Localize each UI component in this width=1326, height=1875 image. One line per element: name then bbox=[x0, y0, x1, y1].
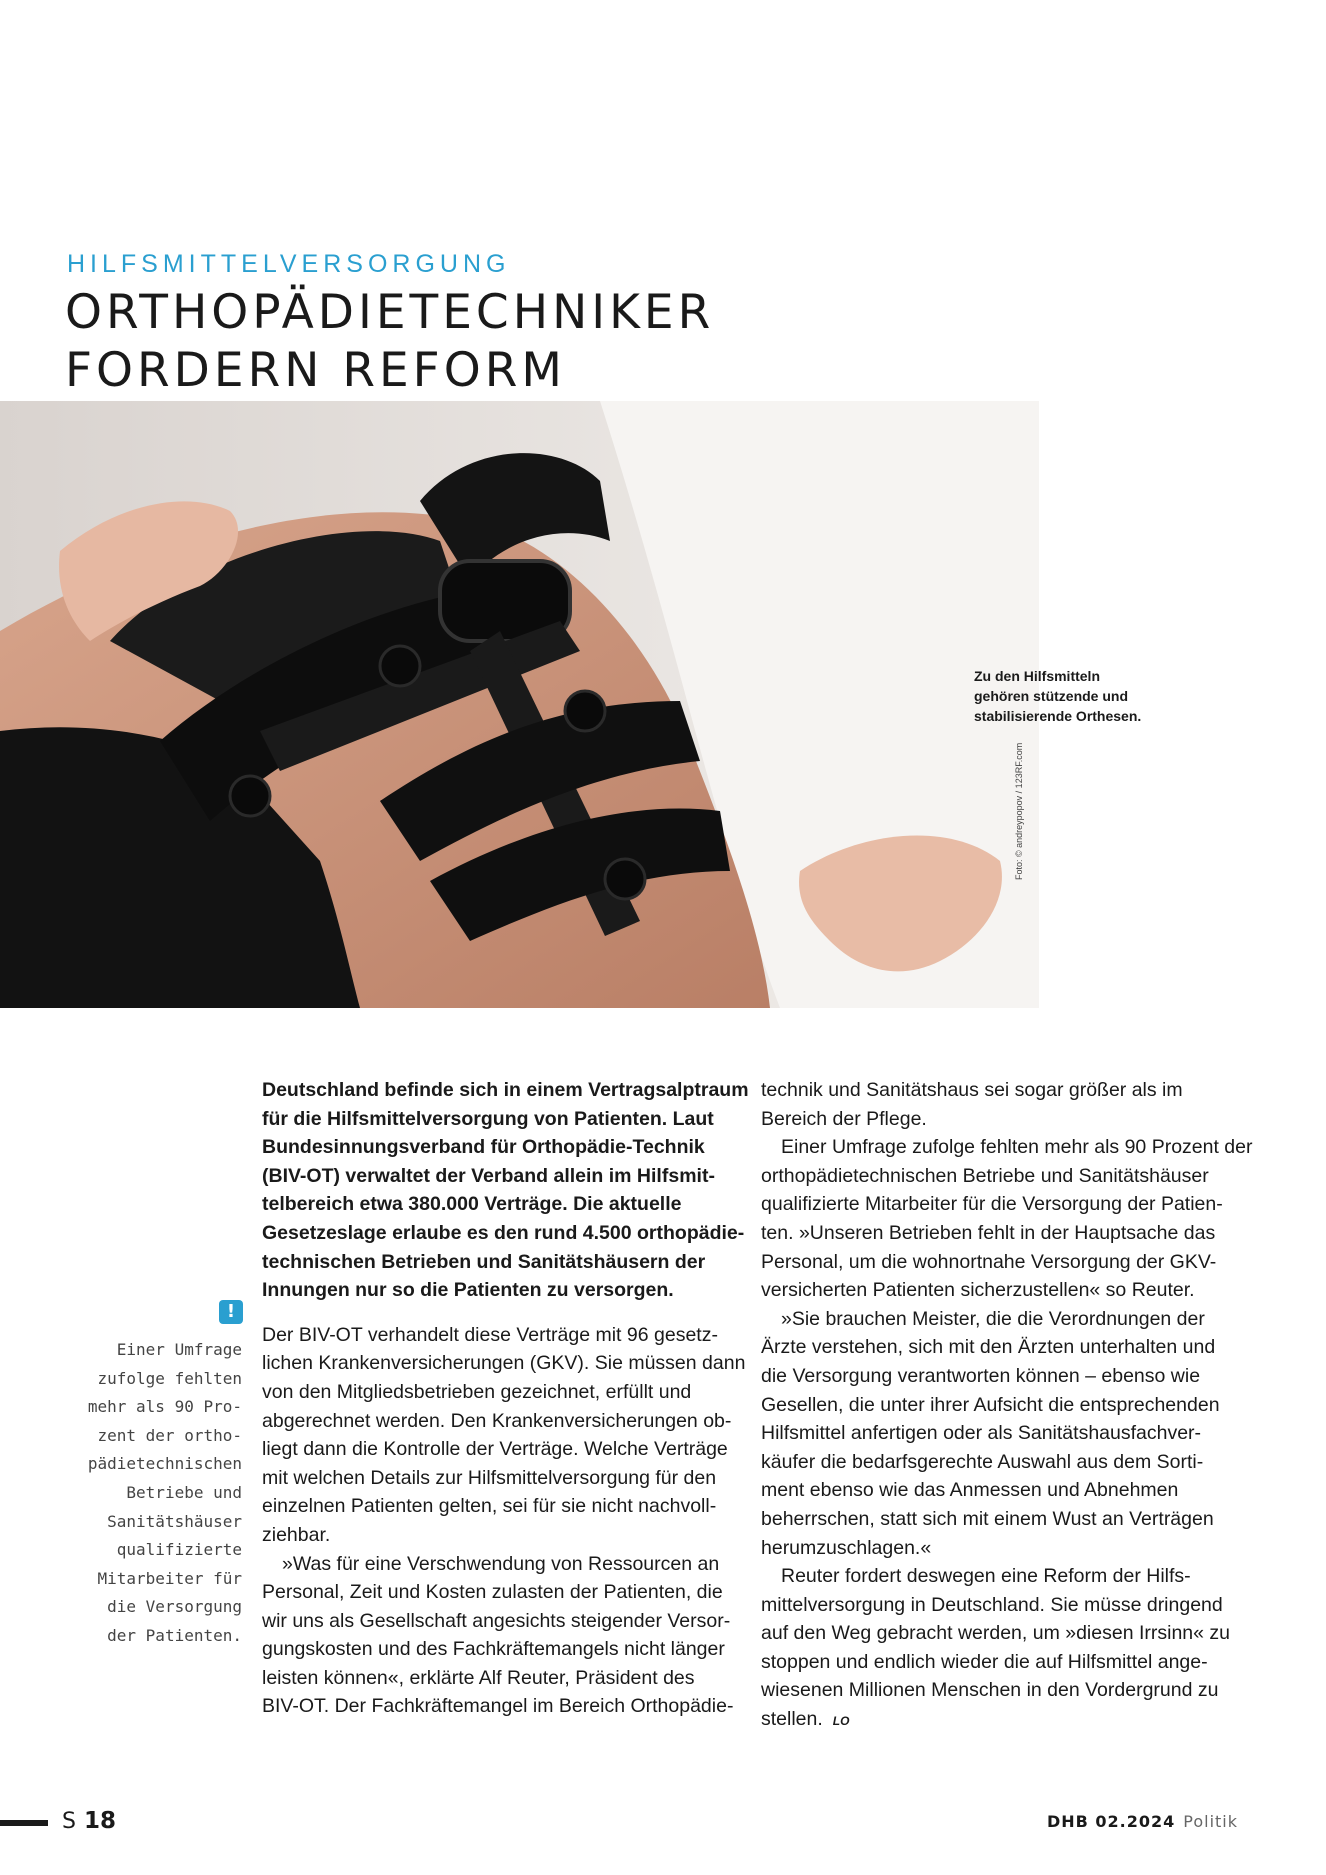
body-paragraph bbox=[761, 1076, 1251, 1133]
body-line: Ärzte verstehen, sich mit den Ärzten unterhalten und bbox=[761, 1336, 1216, 1359]
body-line: Hilfsmittel anfertigen oder als Sanitätshausfachver- bbox=[761, 1422, 1202, 1445]
page-number-value: 18 bbox=[83, 1808, 116, 1834]
caption-line: stabilisierende Orthesen. bbox=[974, 708, 1142, 724]
body-line: BIV-OT. Der Fachkräftemangel im Bereich Orthopädie- bbox=[262, 1695, 734, 1718]
body-line: liegt dann die Kontrolle der Verträge. Welche Verträge bbox=[262, 1438, 728, 1461]
image-caption bbox=[974, 666, 1144, 726]
lead-paragraph bbox=[262, 1076, 752, 1305]
sidebar-line: Mitarbeiter für bbox=[97, 1568, 242, 1588]
article-title bbox=[65, 284, 714, 400]
article-kicker: HILFSMITTELVERSORGUNG bbox=[67, 250, 511, 278]
page-prefix: S bbox=[62, 1809, 76, 1834]
footer-rule bbox=[0, 1820, 48, 1826]
sidebar-line: mehr als 90 Pro- bbox=[87, 1397, 242, 1417]
body-line: Personal, Zeit und Kosten zulasten der Patienten, die bbox=[262, 1581, 723, 1604]
body-line: »Was für eine Verschwendung von Ressourcen an bbox=[282, 1552, 720, 1575]
body-line: »Sie brauchen Meister, die die Verordnungen der bbox=[781, 1307, 1205, 1330]
lead-line: (BIV-OT) verwaltet der Verband allein im Hilfsmit- bbox=[262, 1164, 715, 1187]
sidebar-line: pädietechnischen bbox=[87, 1454, 242, 1474]
caption-line: Zu den Hilfsmitteln bbox=[974, 668, 1100, 684]
sidebar-line: qualifizierte bbox=[116, 1540, 242, 1560]
lead-line: Innungen nur so die Patienten zu versorgen. bbox=[262, 1279, 674, 1302]
body-line: mit welchen Details zur Hilfsmittelversorgung für den bbox=[262, 1466, 717, 1489]
body-line: orthopädietechnischen Betriebe und Sanitätshäuser bbox=[761, 1164, 1209, 1187]
magazine-issue: DHB 02.2024 bbox=[1046, 1812, 1176, 1831]
body-line: wiesenen Millionen Menschen in den Vordergrund zu bbox=[761, 1679, 1219, 1702]
body-line: wir uns als Gesellschaft angesichts steigender Versor- bbox=[262, 1609, 731, 1632]
body-line: gungskosten und des Fachkräftemangels nicht länger bbox=[262, 1638, 725, 1661]
body-line: die Versorgung verantworten können – ebenso wie bbox=[761, 1364, 1201, 1387]
body-line: einzelnen Patienten gelten, sei für sie nicht nachvoll- bbox=[262, 1495, 717, 1518]
body-line: Gesellen, die unter ihrer Aufsicht die entsprechenden bbox=[761, 1393, 1220, 1416]
body-line: Bereich der Pflege. bbox=[761, 1107, 927, 1130]
photo-illustration bbox=[0, 401, 1039, 1008]
body-line: mittelversorgung in Deutschland. Sie müsse dringend bbox=[761, 1593, 1223, 1616]
lead-line: Deutschland befinde sich in einem Vertragsalptraum bbox=[262, 1079, 749, 1101]
body-line: Einer Umfrage zufolge fehlten mehr als 90 Prozent der bbox=[781, 1136, 1253, 1159]
body-line: ziehbar. bbox=[262, 1523, 331, 1546]
sidebar-line: Einer Umfrage bbox=[116, 1340, 242, 1359]
body-line: käufer die bedarfsgerechte Auswahl aus dem Sorti- bbox=[761, 1450, 1204, 1473]
body-line: beherrschen, statt sich mit einem Wust an Verträgen bbox=[761, 1507, 1214, 1530]
body-line: stellen. bbox=[761, 1708, 823, 1731]
sidebar-line: zufolge fehlten bbox=[97, 1368, 242, 1388]
body-line: lichen Krankenversicherungen (GKV). Sie müssen dann bbox=[262, 1352, 746, 1375]
sidebar-line: Sanitätshäuser bbox=[107, 1511, 242, 1531]
title-line: ORTHOPÄDIETECHNIKER bbox=[65, 285, 715, 340]
sidebar-line: der Patienten. bbox=[107, 1625, 242, 1645]
lead-line: Gesetzeslage erlaube es den rund 4.500 orthopädie- bbox=[262, 1221, 745, 1244]
body-line: auf den Weg gebracht werden, um »diesen Irrsinn« zu bbox=[761, 1622, 1230, 1645]
body-paragraph bbox=[761, 1562, 1251, 1736]
caption-line: gehören stützende und bbox=[974, 688, 1128, 704]
sidebar-line: Betriebe und bbox=[126, 1482, 242, 1502]
body-paragraph bbox=[262, 1321, 752, 1550]
body-line: stoppen und endlich wieder die auf Hilfsmittel ange- bbox=[761, 1650, 1208, 1673]
page-number bbox=[62, 1808, 116, 1834]
sidebar-line: zent der ortho- bbox=[97, 1425, 242, 1445]
sidebar-line: die Versorgung bbox=[107, 1597, 242, 1617]
last-line bbox=[761, 1705, 1251, 1736]
author-signature: LO bbox=[832, 1714, 850, 1729]
body-line: qualifizierte Mitarbeiter für die Versorgung der Patien- bbox=[761, 1193, 1223, 1216]
body-line: versicherten Patienten sicherzustellen« so Reuter. bbox=[761, 1279, 1195, 1302]
body-line: abgerechnet werden. Den Krankenversicherungen ob- bbox=[262, 1409, 732, 1432]
body-line: herumzuschlagen.« bbox=[761, 1536, 932, 1559]
body-line: ten. »Unseren Betrieben fehlt in der Hauptsache das bbox=[761, 1221, 1216, 1244]
body-paragraph bbox=[761, 1305, 1251, 1562]
body-line: von den Mitgliedsbetrieben gezeichnet, erfüllt und bbox=[262, 1380, 692, 1403]
photo-credit: Foto: © andreypopov / 123RF.com bbox=[1014, 742, 1024, 880]
article-column-1 bbox=[262, 1076, 752, 1721]
lead-line: Bundesinnungsverband für Orthopädie-Technik bbox=[262, 1136, 705, 1159]
title-line: FORDERN REFORM bbox=[65, 343, 566, 398]
body-paragraph bbox=[761, 1133, 1251, 1305]
knee-brace-photo bbox=[0, 401, 1039, 1008]
body-line: ment ebenso wie das Anmessen und Abnehmen bbox=[761, 1479, 1179, 1502]
body-line: leisten können«, erklärte Alf Reuter, Präsident des bbox=[262, 1666, 695, 1689]
article-column-2 bbox=[761, 1076, 1251, 1736]
body-line: Der BIV-OT verhandelt diese Verträge mit 96 gesetz- bbox=[262, 1323, 718, 1346]
footer-issue bbox=[1047, 1812, 1238, 1831]
body-line: technik und Sanitätshaus sei sogar größer als im bbox=[761, 1079, 1183, 1101]
lead-line: telbereich etwa 380.000 Verträge. Die aktuelle bbox=[262, 1193, 682, 1216]
exclamation-icon: ! bbox=[219, 1300, 243, 1324]
body-line: Reuter fordert deswegen eine Reform der Hilfs- bbox=[781, 1565, 1191, 1588]
sidebar-note bbox=[60, 1336, 242, 1651]
lead-line: für die Hilfsmittelversorgung von Patienten. Laut bbox=[262, 1107, 714, 1130]
body-line: Personal, um die wohnortnahe Versorgung der GKV- bbox=[761, 1250, 1217, 1273]
body-paragraph bbox=[262, 1550, 752, 1722]
lead-line: technischen Betrieben und Sanitätshäusern der bbox=[262, 1250, 706, 1273]
section-name: Politik bbox=[1183, 1812, 1238, 1831]
